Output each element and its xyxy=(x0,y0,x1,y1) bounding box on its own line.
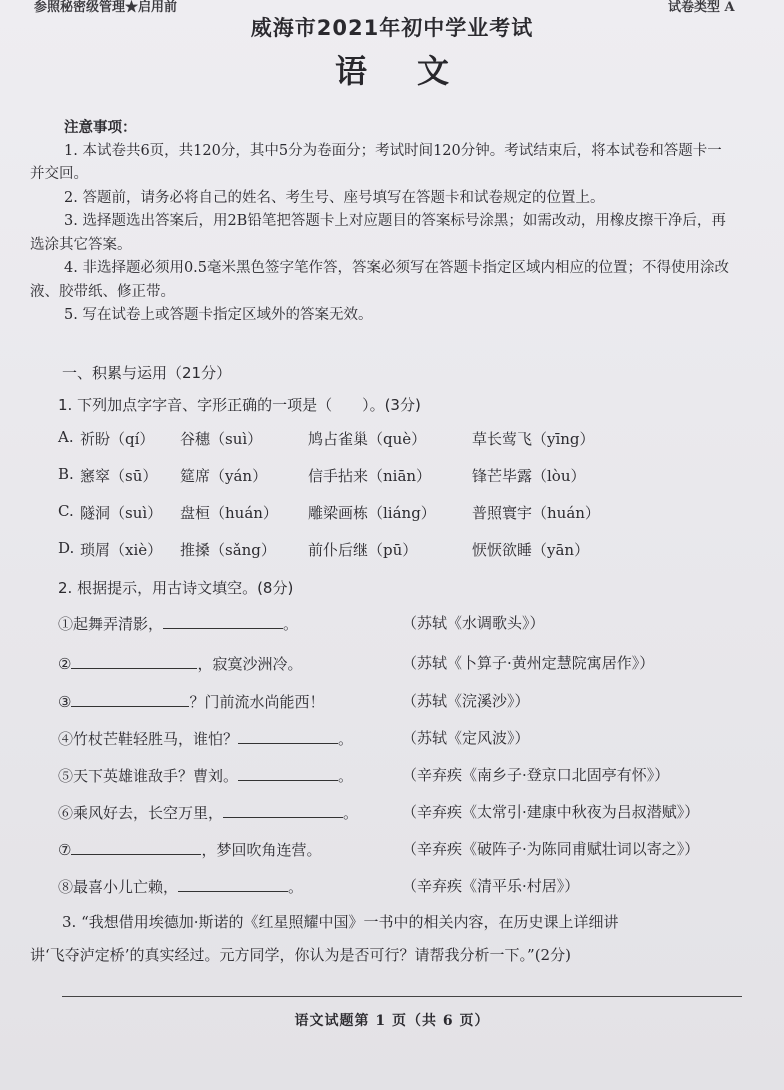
option-label: C. xyxy=(58,502,74,520)
option-label: B. xyxy=(58,465,74,483)
option-term: 雕梁画栋（liáng） xyxy=(308,504,436,522)
option-term: 筵席（yán） xyxy=(180,467,268,485)
notice-heading: 注意事项： xyxy=(64,119,137,136)
answer-blank xyxy=(238,764,338,781)
notice-item: 1. 本试卷共6页，共120分，其中5分为卷面分；考试时间120分钟。考试结束后，将本试卷和答题卡一并交回。 xyxy=(30,142,722,182)
page-footer: 语文试题第 1 页（共 6 页） xyxy=(294,1013,490,1029)
poem-fill-line xyxy=(58,875,758,903)
answer-blank xyxy=(163,612,283,629)
notice-block xyxy=(30,116,730,328)
poem-source: （辛弃疾《南乡子·登京口北固亭有怀》） xyxy=(402,766,670,784)
option-term: 恹恹欲睡（yān） xyxy=(472,541,590,559)
poem-prompt-end: 。 xyxy=(338,730,354,748)
poem-prompt: ② xyxy=(58,655,72,673)
poem-fill-line xyxy=(58,612,758,640)
option-term: 隧洞（suì） xyxy=(80,504,163,522)
footer-rule xyxy=(62,996,742,997)
section-heading: 一、积累与运用（21分） xyxy=(62,364,232,382)
poem-source: （苏轼《水调歌头》） xyxy=(402,614,545,632)
poem-fill-line xyxy=(58,690,758,718)
poem-prompt: ①起舞弄清影， xyxy=(58,615,164,633)
option-term: 前仆后继（pū） xyxy=(308,541,418,559)
poem-prompt: ③ xyxy=(58,693,72,711)
poem-fill-line xyxy=(58,838,758,866)
option-term: 信手拈来（niān） xyxy=(308,467,432,485)
notice-item: 5. 写在试卷上或答题卡指定区域外的答案无效。 xyxy=(64,307,373,323)
option-term: 锋芒毕露（lòu） xyxy=(472,467,586,485)
poem-prompt-end: 。 xyxy=(283,615,299,633)
question-2-stem: 2. 根据提示，用古诗文填空。(8分) xyxy=(58,579,294,597)
subject-title: 语文 xyxy=(334,52,499,90)
poem-prompt-end: 。 xyxy=(338,767,354,785)
confidentiality-label: 参照秘密级管理★启用前 xyxy=(34,0,178,15)
answer-blank xyxy=(223,801,343,818)
poem-fill-line xyxy=(58,764,758,792)
poem-fill-line xyxy=(58,801,758,829)
answer-blank xyxy=(71,690,189,707)
notice-item: 3. 选择题选出答案后，用2B铅笔把答题卡上对应题目的答案标号涂黑；如需改动，用橡皮擦干净后，再选涂其它答案。 xyxy=(30,213,726,253)
poem-prompt-end: 。 xyxy=(343,804,359,822)
poem-prompt: ⑧最喜小儿亡赖， xyxy=(58,878,179,896)
poem-source: （辛弃疾《破阵子·为陈同甫赋壮词以寄之》） xyxy=(402,840,700,858)
exam-title: 威海市2021年初中学业考试 xyxy=(250,16,534,40)
question-1-stem: 1. 下列加点字字音、字形正确的一项是（ ）。(3分) xyxy=(58,396,421,414)
poem-prompt: ⑦ xyxy=(58,841,72,859)
option-term: 琐屑（xiè） xyxy=(80,541,163,559)
option-term: 盘桓（huán） xyxy=(180,504,278,522)
poem-source: （辛弃疾《清平乐·村居》） xyxy=(402,877,580,895)
option-term: 草长莺飞（yīng） xyxy=(472,430,595,448)
poem-prompt-end: ，寂寞沙洲冷。 xyxy=(197,655,303,673)
notice-item: 4. 非选择题必须用0.5毫米黑色签字笔作答，答案必须写在答题卡指定区域内相应的位置；不得使用涂改液、胶带纸、修正带。 xyxy=(30,260,729,300)
question-3-line: 3. “我想借用埃德加·斯诺的《红星照耀中国》一书中的相关内容，在历史课上详细讲 xyxy=(62,913,619,931)
poem-source: （苏轼《卜算子·黄州定慧院寓居作》） xyxy=(402,654,655,672)
notice-item: 2. 答题前，请务必将自己的姓名、考生号、座号填写在答题卡和试卷规定的位置上。 xyxy=(64,189,605,206)
poem-prompt: ⑤天下英雄谁敌手？曹刘。 xyxy=(58,767,239,785)
option-term: 谷穗（suì） xyxy=(180,430,263,448)
paper-type-label: 试卷类型 A xyxy=(668,0,735,15)
poem-prompt-end: ，梦回吹角连营。 xyxy=(201,841,322,859)
poem-prompt: ④竹杖芒鞋轻胜马，谁怕？ xyxy=(58,730,239,748)
poem-source: （苏轼《浣溪沙》） xyxy=(402,692,530,710)
option-term: 普照寰宇（huán） xyxy=(472,504,600,522)
poem-source: （辛弃疾《太常引·建康中秋夜为吕叔潜赋》） xyxy=(402,803,700,821)
question-3-line: 讲‘飞夺泸定桥’的真实经过。元方同学，你认为是否可行？请帮我分析一下。”(2分) xyxy=(30,946,571,964)
option-label: D. xyxy=(58,539,75,557)
option-term: 窸窣（sū） xyxy=(80,467,158,485)
option-term: 鸠占雀巢（què） xyxy=(308,430,427,448)
option-term: 祈盼（qí） xyxy=(80,430,155,448)
option-term: 推搡（sǎng） xyxy=(180,541,276,559)
answer-blank xyxy=(238,727,338,744)
poem-source: （苏轼《定风波》） xyxy=(402,729,530,747)
poem-fill-line xyxy=(58,652,758,680)
poem-prompt: ⑥乘风好去，长空万里， xyxy=(58,804,224,822)
answer-blank xyxy=(178,875,288,892)
poem-prompt-end: ？门前流水尚能西！ xyxy=(189,693,325,711)
answer-blank xyxy=(71,838,201,855)
poem-prompt-end: 。 xyxy=(288,878,304,896)
answer-blank xyxy=(71,652,197,669)
option-label: A. xyxy=(58,428,74,446)
poem-fill-line xyxy=(58,727,758,755)
question-3 xyxy=(30,906,760,972)
